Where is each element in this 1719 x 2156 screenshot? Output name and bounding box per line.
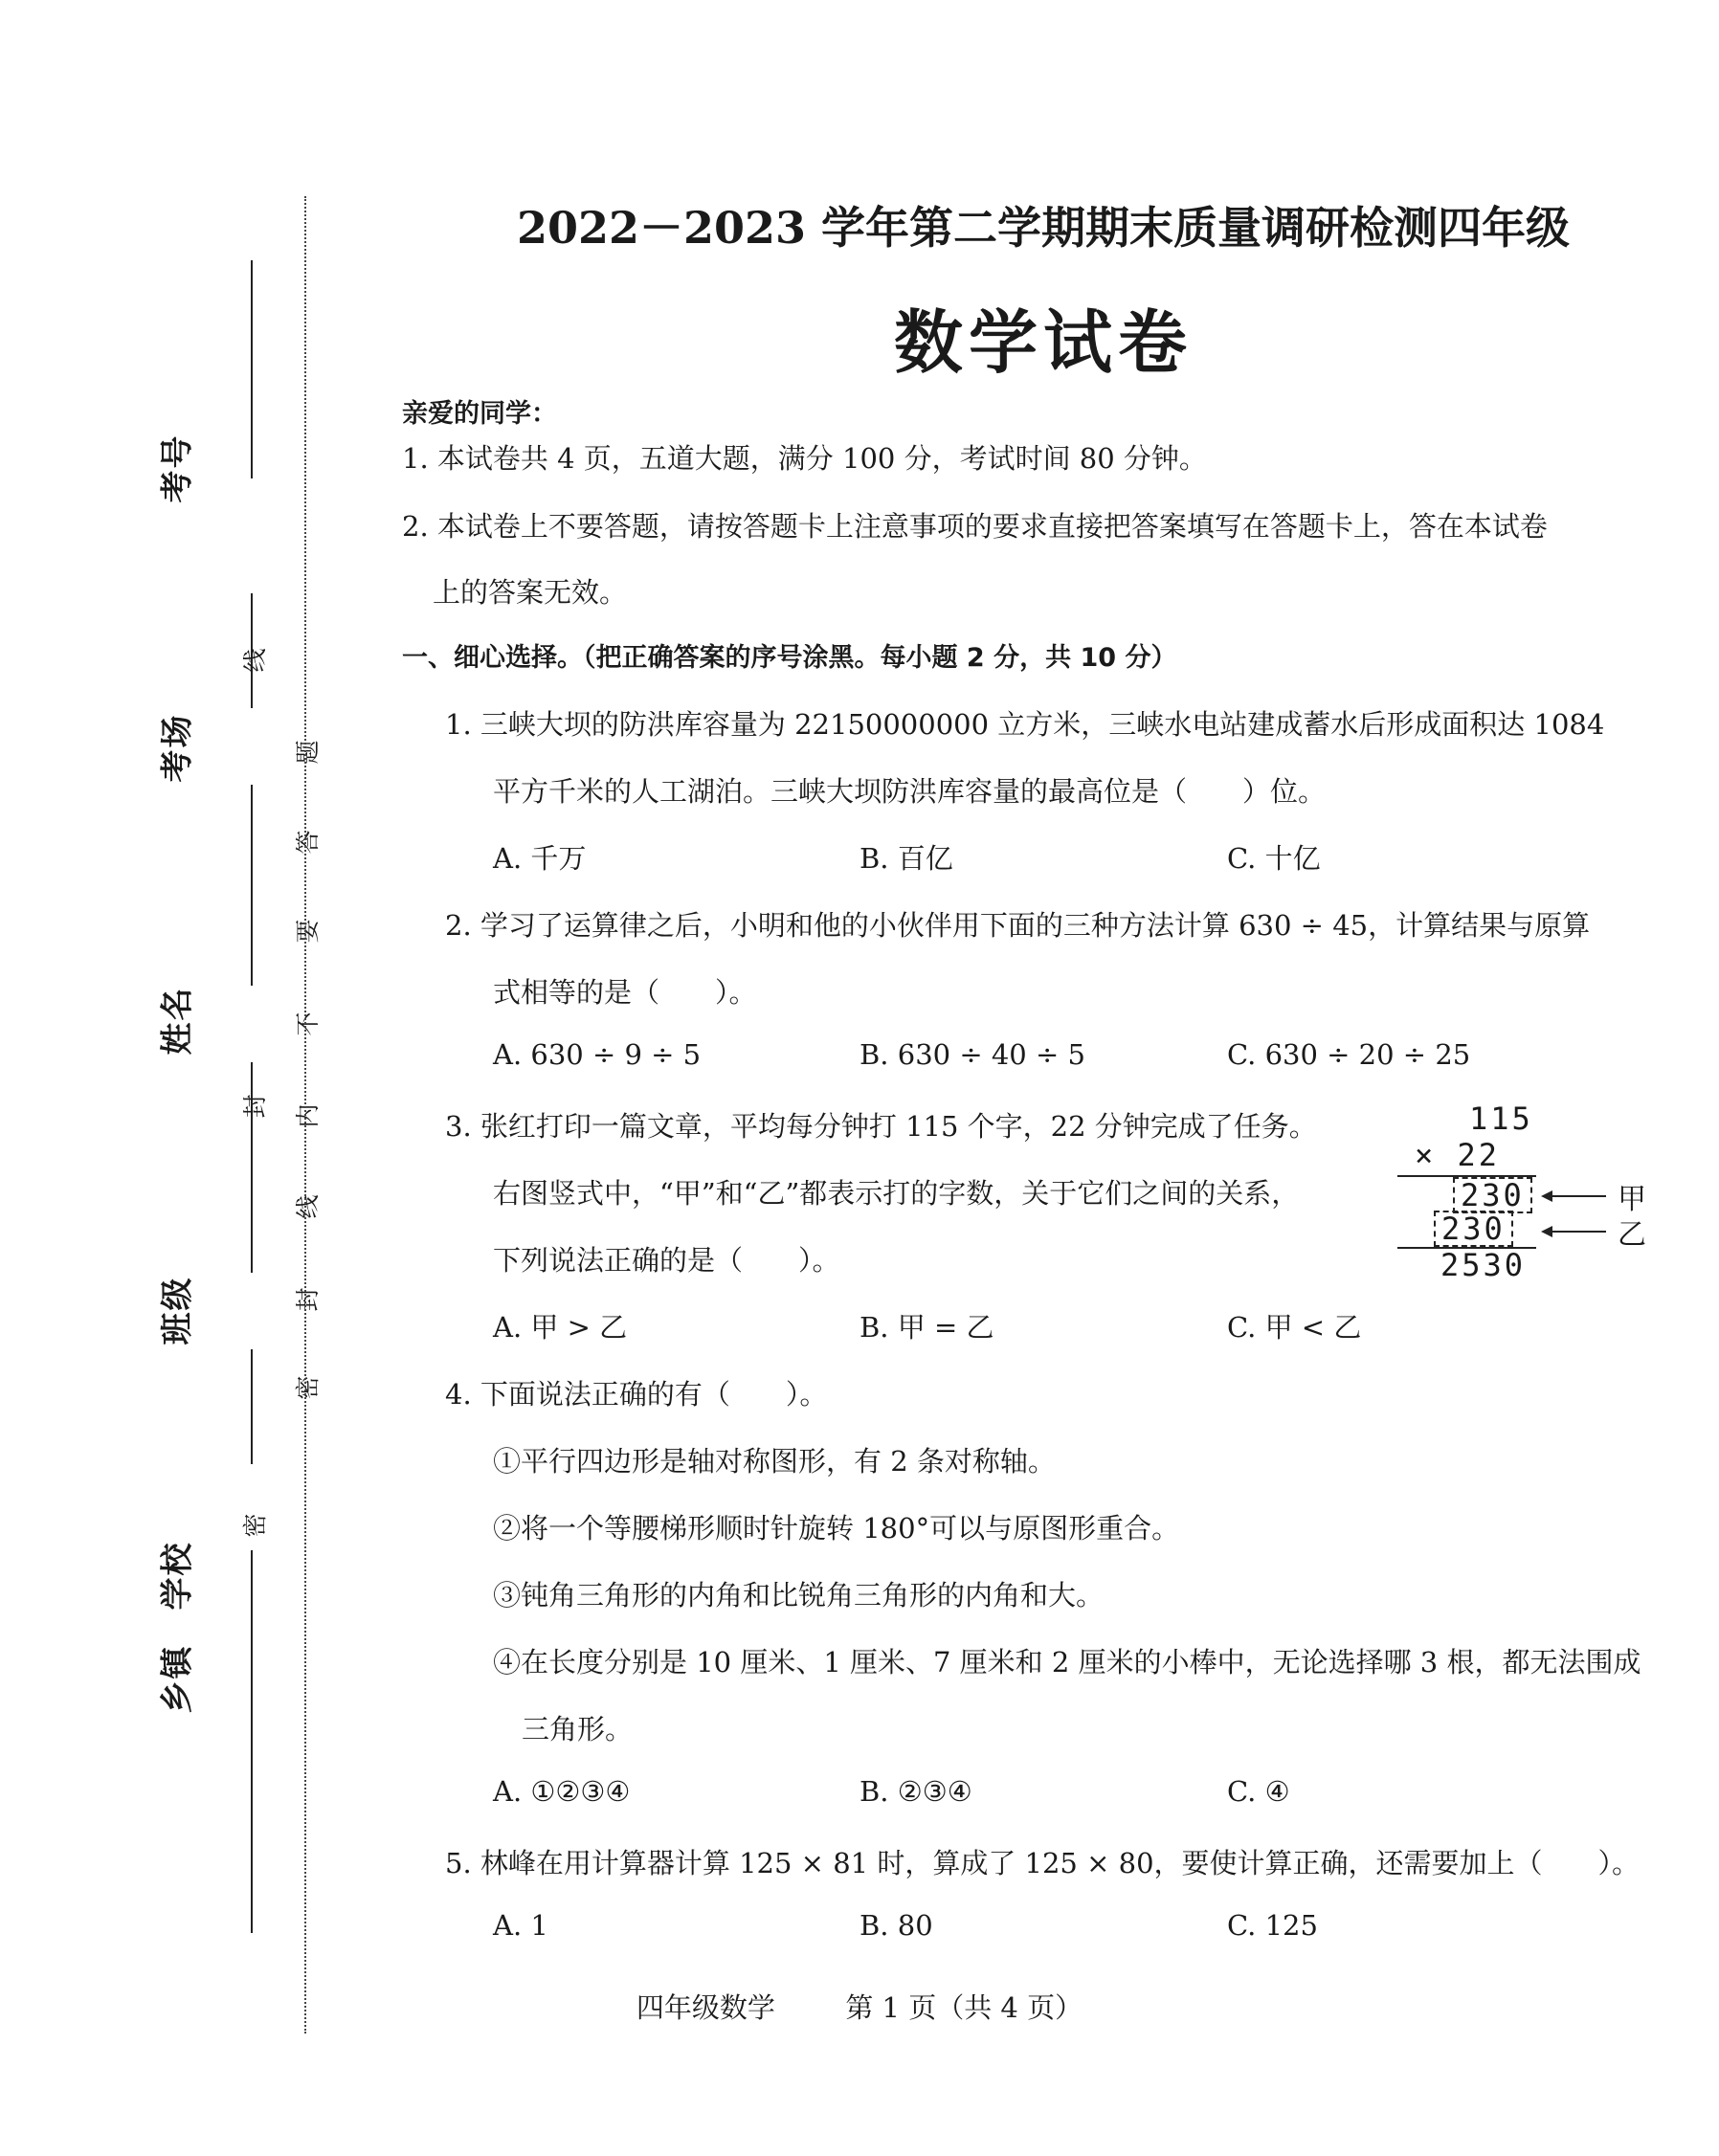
binding-line [251, 1349, 253, 1464]
q2-option-a: A. 630 ÷ 9 ÷ 5 [493, 1038, 702, 1071]
exam-number-label: 考号 [158, 433, 197, 503]
q4-option-b: B. ②③④ [860, 1775, 972, 1808]
seal-mark: 封 [294, 1287, 322, 1312]
q5-option-c: C. 125 [1227, 1909, 1318, 1942]
q2-option-c: C. 630 ÷ 20 ÷ 25 [1227, 1038, 1471, 1071]
question-4: 4. 下面说法正确的有（ ）。 [445, 1378, 828, 1411]
school-label: 学校 [158, 1541, 197, 1611]
seal-mark: 答 [294, 830, 322, 855]
binding-line [251, 1550, 253, 1933]
calc-multiplicand: 115 [1469, 1100, 1533, 1137]
q5-option-a: A. 1 [493, 1909, 548, 1942]
exam-room-label: 考场 [158, 713, 197, 783]
note-2: 2. 本试卷上不要答题，请按答题卡上注意事项的要求直接把答案填写在答题卡上，答在本试卷 [402, 510, 1548, 543]
statement-2: ②将一个等腰梯形顺时针旋转 180°可以与原图形重合。 [493, 1512, 1180, 1545]
calc-multiplier: × 22 [1415, 1137, 1501, 1173]
q5-option-b: B. 80 [860, 1909, 933, 1942]
q2-option-b: B. 630 ÷ 40 ÷ 5 [860, 1038, 1085, 1071]
statement-4-cont: 三角形。 [522, 1713, 634, 1745]
seal-mark: 线 [241, 648, 269, 673]
question-2: 2. 学习了运算律之后，小明和他的小伙伴用下面的三种方法计算 630 ÷ 45，计算结果与原算 [445, 909, 1591, 942]
seal-mark: 题 [294, 740, 322, 765]
exam-title: 2022－2023 学年第二学期期末质量调研检测四年级 [516, 202, 1571, 254]
exam-subject-title: 数学试卷 [893, 301, 1193, 383]
question-3: 3. 张红打印一篇文章，平均每分钟打 115 个字，22 分钟完成了任务。 [445, 1110, 1317, 1143]
page-footer [0, 1987, 1719, 2026]
section-heading: 一、细心选择。（把正确答案的序号涂黑。每小题 2 分，共 10 分） [402, 643, 1177, 673]
footer-page-number: 第 1 页（共 4 页） [845, 1991, 1083, 2024]
statement-3: ③钝角三角形的内角和比锐角三角形的内角和大。 [493, 1579, 1105, 1611]
question-1: 1. 三峡大坝的防洪库容量为 22150000000 立方米，三峡水电站建成蓄水后形成面积达 1084 [445, 708, 1605, 741]
q3-option-b: B. 甲 = 乙 [860, 1311, 994, 1344]
q4-option-a: A. ①②③④ [493, 1775, 631, 1808]
seal-mark: 封 [241, 1094, 269, 1119]
greeting: 亲爱的同学： [402, 399, 557, 429]
seal-mark: 线 [294, 1194, 322, 1219]
q1-option-b: B. 百亿 [860, 842, 953, 875]
seal-mark: 要 [294, 919, 322, 944]
q3-option-a: A. 甲 > 乙 [493, 1311, 628, 1344]
binding-line [251, 260, 253, 478]
arrows-icon [1539, 1179, 1616, 1256]
seal-mark: 密 [294, 1375, 322, 1400]
seal-mark: 不 [294, 1011, 322, 1036]
label-jia: 甲 [1618, 1183, 1646, 1216]
question-2-cont: 式相等的是（ ）。 [493, 976, 757, 1009]
seal-mark: 内 [294, 1103, 322, 1128]
statement-4: ④在长度分别是 10 厘米、1 厘米、7 厘米和 2 厘米的小棒中，无论选择哪 3 根，都无法围成 [493, 1646, 1641, 1678]
class-label: 班级 [158, 1276, 197, 1345]
q1-option-a: A. 千万 [493, 842, 587, 875]
question-3-cont-2: 下列说法正确的是（ ）。 [493, 1244, 840, 1277]
question-1-cont: 平方千米的人工湖泊。三峡大坝防洪库容量的最高位是（ ）位。 [493, 775, 1327, 808]
footer-subject: 四年级数学 [636, 1991, 775, 2024]
q4-option-c: C. ④ [1227, 1775, 1290, 1808]
calc-result: 2530 [1440, 1247, 1527, 1283]
question-3-cont: 右图竖式中，“甲”和“乙”都表示打的字数，关于它们之间的关系， [493, 1177, 1300, 1210]
cut-line [304, 196, 306, 2034]
name-label: 姓名 [158, 986, 197, 1056]
note-2-cont: 上的答案无效。 [433, 576, 628, 609]
label-yi: 乙 [1618, 1218, 1646, 1252]
calc-partial-jia: 230 [1453, 1177, 1532, 1213]
binding-line [251, 785, 253, 986]
town-label: 乡镇 [158, 1644, 197, 1714]
calc-partial-yi: 230 [1434, 1211, 1513, 1247]
seal-mark: 密 [241, 1513, 269, 1538]
q3-option-c: C. 甲 < 乙 [1227, 1311, 1362, 1344]
q1-option-c: C. 十亿 [1227, 842, 1321, 875]
statement-1: ①平行四边形是轴对称图形，有 2 条对称轴。 [493, 1445, 1056, 1478]
question-5: 5. 林峰在用计算器计算 125 × 81 时，算成了 125 × 80，要使计算正确，还需要加上（ ）。 [445, 1847, 1641, 1879]
note-1: 1. 本试卷共 4 页，五道大题，满分 100 分，考试时间 80 分钟。 [402, 442, 1207, 475]
